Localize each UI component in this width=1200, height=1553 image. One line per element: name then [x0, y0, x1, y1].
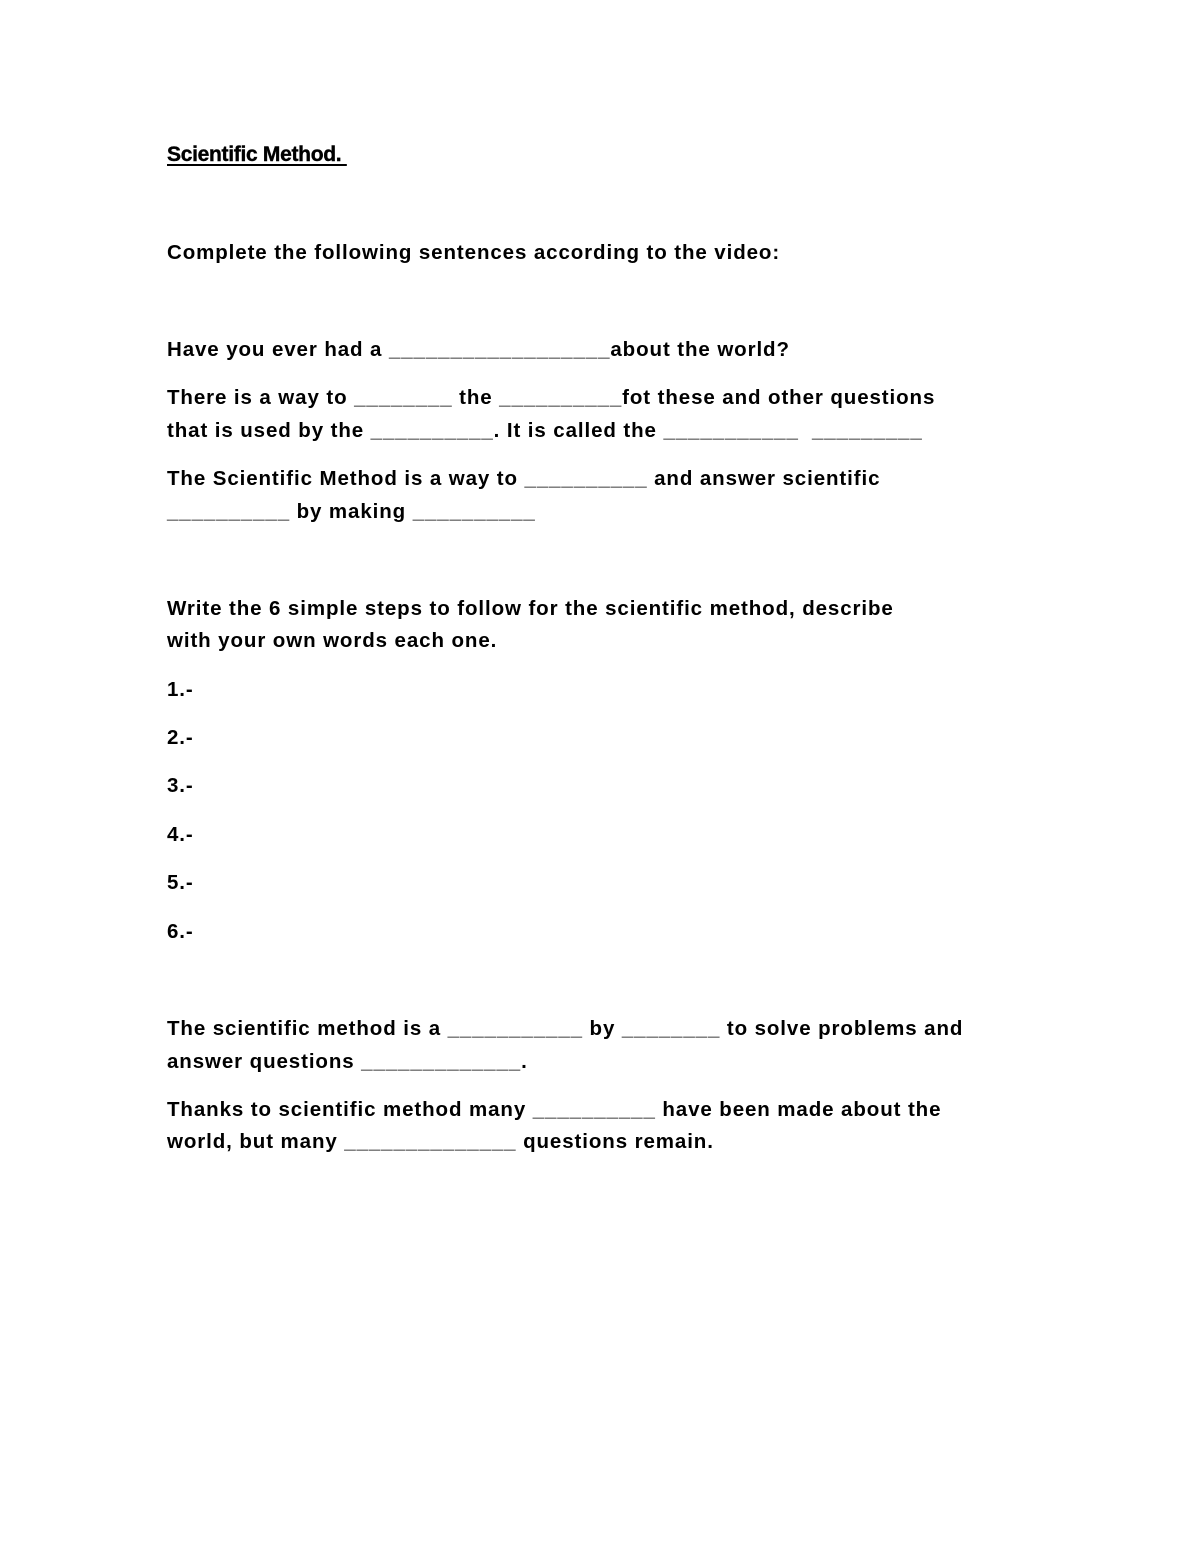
instruction-text: Complete the following sentences according to the video: [167, 241, 781, 264]
step-3-label: 3.- [167, 774, 194, 797]
steps-prompt-line-2: with your own words each one. [167, 629, 498, 652]
closing-sentence-2-line-1: Thanks to scientific method many __________ have been made about the [167, 1098, 942, 1121]
sentence-3-line-1: The Scientific Method is a way to __________ and answer scientific [167, 467, 881, 490]
sentence-2-line-2: that is used by the __________. It is called the ___________ _________ [167, 419, 923, 442]
sentence-2-line-1: There is a way to ________ the __________fot these and other questions [167, 386, 936, 409]
step-4-label: 4.- [167, 823, 194, 846]
closing-sentence-1-line-2: answer questions _____________. [167, 1050, 528, 1073]
sentence-1: Have you ever had a __________________about the world? [167, 338, 790, 361]
closing-sentence-1-line-1: The scientific method is a ___________ by ________ to solve problems and [167, 1017, 964, 1040]
step-5-label: 5.- [167, 871, 194, 894]
worksheet-title: Scientific Method. [167, 143, 347, 166]
closing-sentence-2-line-2: world, but many ______________ questions remain. [167, 1130, 714, 1153]
sentence-3-line-2: __________ by making __________ [167, 500, 536, 523]
step-6-label: 6.- [167, 920, 194, 943]
step-1-label: 1.- [167, 678, 194, 701]
steps-prompt-line-1: Write the 6 simple steps to follow for the scientific method, describe [167, 597, 894, 620]
step-2-label: 2.- [167, 726, 194, 749]
